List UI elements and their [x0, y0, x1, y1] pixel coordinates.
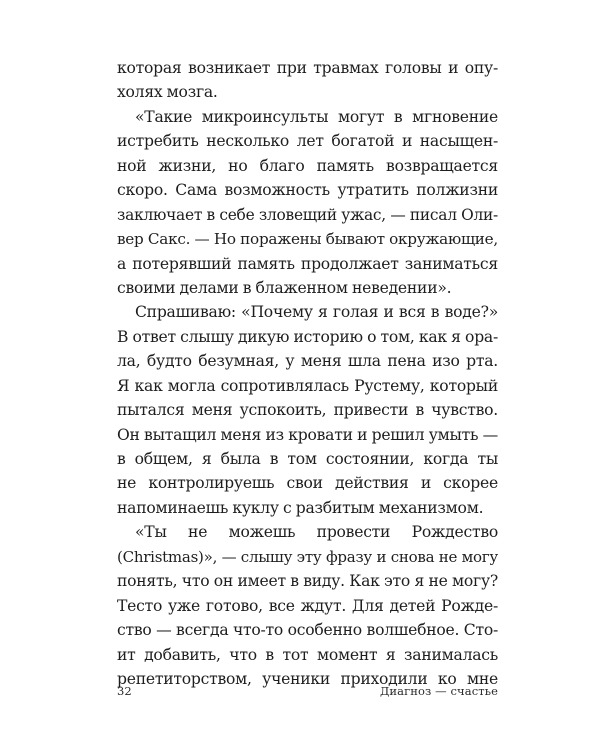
text-line: Спрашиваю: «Почему я голая и вся в воде?» — [135, 303, 498, 322]
text-line: ла, будто безумная, у меня шла пена изо рта. — [117, 352, 498, 371]
text-line: вер Сакс. — Но поражены бывают окружающие, — [117, 230, 498, 249]
text-line: Он вытащил меня из кровати и решил умыть — — [117, 425, 498, 444]
text-line: своими делами в блаженном неведении». — [117, 278, 452, 297]
text-line: «Ты не можешь провести Рождество — [135, 523, 498, 542]
text-line: понять, что он имеет в виду. Как это я не могу? — [117, 572, 498, 591]
text-line: холях мозга. — [117, 83, 218, 102]
text-line: а потерявший память продолжает заниматься — [117, 254, 498, 273]
text-line: не контролируешь свои действия и скорее — [117, 474, 498, 493]
text-line: напоминаешь куклу с разбитым механизмом. — [117, 498, 484, 517]
text-line: ной жизни, но благо память возвращается — [117, 156, 498, 175]
text-line: Тесто уже готово, все ждут. Для детей Рожде- — [117, 596, 498, 615]
page-footer — [117, 683, 498, 699]
page-number: 32 — [117, 684, 132, 698]
text-line: ство — всегда что-то особенно волшебное. Сто- — [117, 621, 498, 640]
text-line: «Такие микроинсульты могут в мгновение — [135, 107, 498, 126]
text-line: в общем, я была в том состоянии, когда ты — [117, 450, 498, 468]
text-line: В ответ слышу дикую историю о том, как я ора- — [117, 327, 498, 346]
text-line: скоро. Сама возможность утратить полжизни — [117, 181, 498, 200]
text-line: заключает в себе зловещий ужас, — писал Оли- — [117, 205, 498, 224]
text-line: репетиторством, ученики приходили ко мне — [117, 669, 498, 688]
text-line: ит добавить, что в тот момент я занималась — [117, 645, 498, 664]
text-line: пытался меня успокоить, привести в чувство. — [117, 401, 498, 420]
body-text — [117, 56, 498, 691]
text-line: (Christmas)», — слышу эту фразу и снова не могу — [117, 547, 498, 566]
running-title: Диагноз — счастье — [379, 684, 498, 698]
text-line: истребить несколько лет богатой и насыщен- — [117, 132, 498, 151]
text-line: Я как могла сопротивлялась Рустему, который — [117, 376, 498, 395]
text-line: которая возникает при травмах головы и опу- — [117, 59, 498, 77]
